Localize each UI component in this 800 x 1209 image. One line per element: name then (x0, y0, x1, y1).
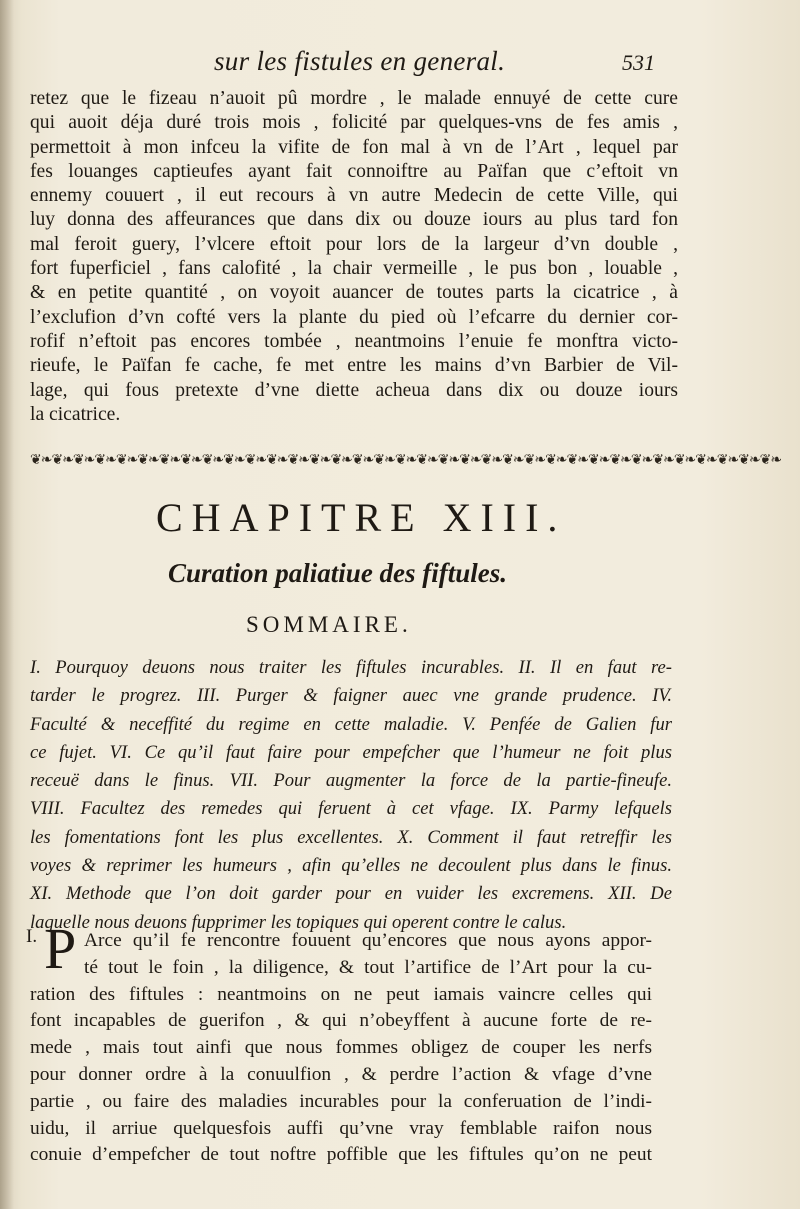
text-line: conuie d’empefcher de tout noftre poffible que les fiftules qu’on ne peut (30, 1144, 652, 1166)
text-line: qui auoit déja duré trois mois , folicité par quelques-vns de fes amis , (30, 112, 678, 134)
text-line: ration des fiftules : neantmoins on ne peut iamais vaincre celles qui (30, 983, 652, 1005)
text-line: font incapables de guerifon , & qui n’obeyffent à aucune forte de re- (30, 1010, 652, 1032)
chapter-subtitle: Curation paliatiue des fiftules. (168, 558, 508, 588)
text-line: uidu, il arriue quelquesfois auffi qu’vne vray femblable raifon nous (30, 1117, 652, 1139)
text-line: mal feroit guery, l’vlcere eftoit pour lors de la largeur d’vn double , (30, 233, 678, 255)
drop-cap: P (44, 916, 77, 981)
summary-line: ce fujet. VI. Ce qu’il faut faire pour empefcher que l’humeur ne foit plus (30, 741, 672, 763)
text-line: rieufe, le Païfan fe cache, fe met entre les mains d’vn Barbier de Vil- (30, 355, 678, 377)
text-line: mede , mais tout ainfi que nous fommes obligez de couper les nerfs (30, 1037, 652, 1059)
text-line: luy donna des affeurances que dans dix ou douze iours au plus tard fon (30, 209, 678, 231)
summary-line: tarder le progrez. III. Purger & faigner auec vne grande prudence. IV. (30, 685, 672, 707)
summary-line: VIII. Facultez des remedes qui feruent à cet vfage. IX. Parmy lefquels (30, 798, 672, 820)
page-header (0, 46, 800, 86)
summary-line: I. Pourquoy deuons nous traiter les fiftules incurables. II. Il en faut re- (30, 657, 672, 678)
text-line: retez que le fizeau n’auoit pû mordre , le malade ennuyé de cette cure (30, 88, 678, 109)
summary-line: les fomentations font les plus excellentes. X. Comment il faut retreffir les (30, 826, 672, 848)
body-paragraph (30, 928, 652, 1169)
text-line: ennemy couuert , il eut recours à vn autre Medecin de cette Ville, qui (30, 185, 678, 207)
chapter-heading: CHAPITRE XIII. (156, 495, 567, 540)
summary-line: Faculté & neceffité du regime en cette maladie. V. Penfée de Galien fur (30, 713, 672, 735)
text-line: fort fuperficiel , fans calofité , la chair vermeille , le pus bon , louable , (30, 258, 678, 280)
summary-line: voyes & reprimer les humeurs , afin qu’elles ne decoulent plus dans le finus. (30, 855, 672, 877)
text-line: Arce qu’il fe rencontre fouuent qu’encores que nous ayons appor- (84, 930, 652, 951)
running-title: sur les fistules en general. (214, 46, 506, 76)
summary-line: receuë dans le finus. VII. Pour augmenter la force de la partie-fineufe. (30, 770, 672, 792)
spine-shadow (0, 0, 14, 1209)
summary-block (30, 654, 672, 937)
text-line: rofif n’eftoit pas encores tombée , neantmoins l’enuie fe monftra victo- (30, 330, 678, 352)
section-number: I. (26, 926, 38, 947)
text-line: permettoit à mon infceu la vifite de fon mal à vn de l’Art , lequel par (30, 136, 678, 158)
summary-line: XI. Methode que l’on doit garder pour en vuider les excremens. XII. De (30, 883, 672, 905)
text-line: & en petite quantité , on voyoit auancer de toutes parts la cicatrice , à (30, 282, 678, 304)
text-line: pour donner ordre à la conuulfion , & perdre l’action & vfage d’vne (30, 1063, 652, 1085)
text-line: lage, qui fous pretexte d’vne diette acheua dans dix ou douze iours (30, 379, 678, 401)
text-line: té tout le foin , la diligence, & tout l’artifice de l’Art pour la cu- (84, 956, 652, 978)
top-paragraph (30, 87, 678, 427)
text-line: fes louanges captieufes ayant fait connoiftre au Païfan que c’eftoit vn (30, 160, 678, 182)
page-number: 531 (622, 50, 655, 75)
summary-heading: SOMMAIRE. (246, 612, 412, 637)
text-line: l’exclufion d’vn cofté vers la plante du pied où l’efcarre du dernier cor- (30, 306, 678, 328)
text-line: partie , ou faire des maladies incurables pour la conferuation de l’indi- (30, 1090, 652, 1112)
ornamental-divider: ❦❧❦❧❦❧❦❧❦❧❦❧❦❧❦❧❦❧❦❧❦❧❦❧❦❧❦❧❦❧❦❧❦❧❦❧❦❧❦❧❦❧❦❧❦❧❦❧❦❧❦❧❦❧❦❧❦❧❦❧❦❧❦❧❦❧❦❧❦❧ (30, 453, 782, 468)
text-line: la cicatrice. (30, 403, 121, 425)
summary-line: laquelle nous deuons fupprimer les topiques qui operent contre le calus. (30, 911, 567, 933)
